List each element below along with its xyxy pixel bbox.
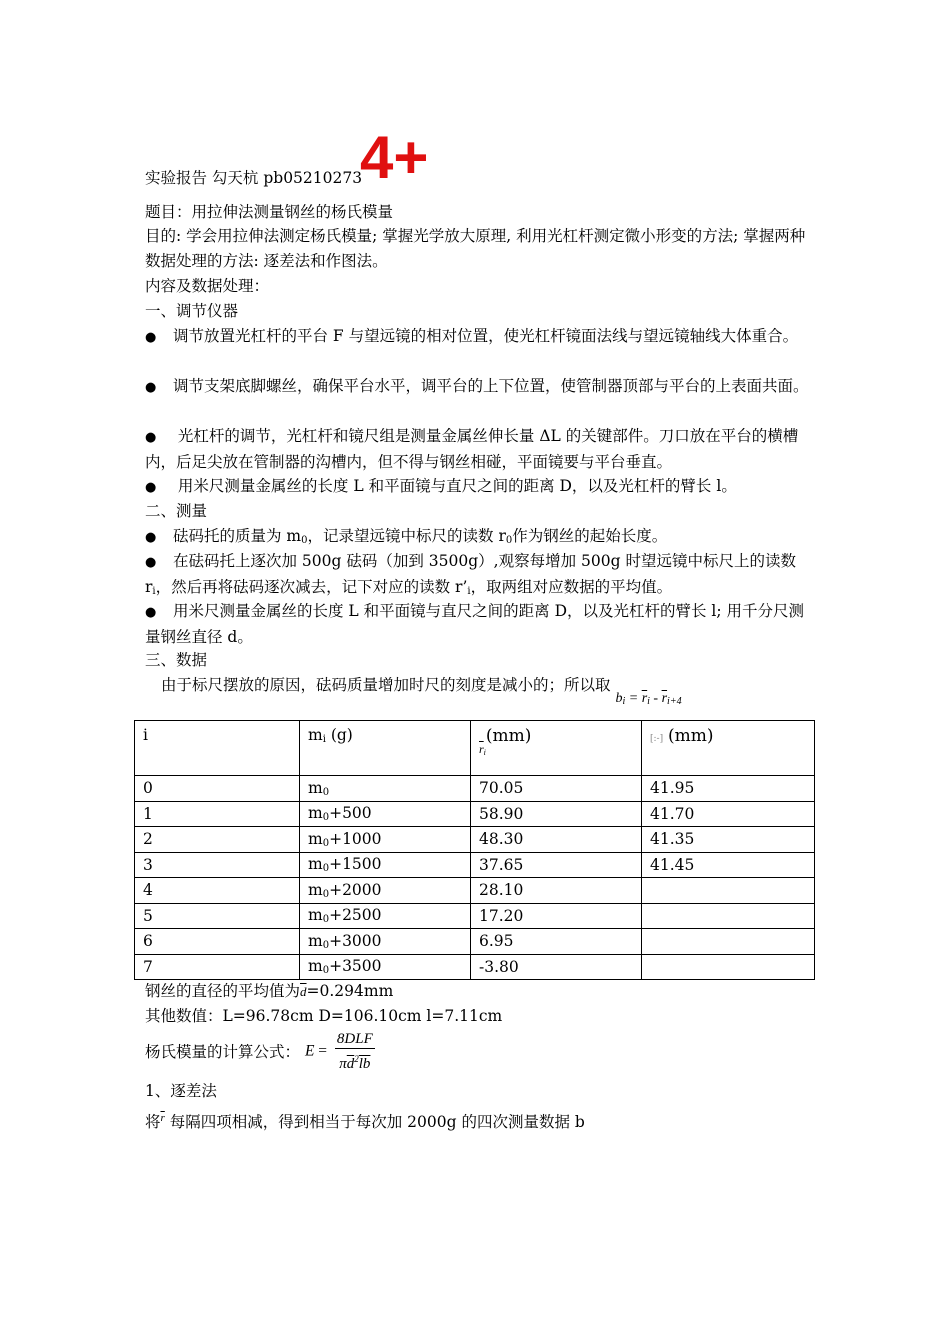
cell-index: 7 — [135, 954, 300, 980]
cell-mass: $m_0+3000$ — [300, 929, 471, 955]
section-2-item-2: ● 在砝码托上逐次加 500g 砝码（加到 3500g）,观察每增加 500g 时望远镜中标尺上的读数 $r_i$，然后再将砝码逐次减去，记下对应的读数 $r’_i$，取两组对应数据的平均值。 — [145, 552, 796, 597]
cell-difference — [642, 929, 815, 955]
cell-reading: 37.65 — [471, 852, 642, 878]
cell-reading: 70.05 — [471, 776, 642, 802]
header-reading: $_{\overline{r}i}$(mm) — [471, 721, 642, 776]
cell-difference: 41.70 — [642, 801, 815, 827]
table-row — [135, 903, 815, 929]
cell-index: 0 — [135, 776, 300, 802]
method-1-text: 将$^{\overline{r}}$ 每隔四项相减，得到相当于每次加 2000g 的四次测量数据 b — [145, 1112, 585, 1131]
table-row — [135, 827, 815, 853]
grade-mark: 4+ — [360, 124, 429, 191]
table-row — [135, 954, 815, 980]
section-1-item-2: ● 调节支架底脚螺丝，确保平台水平，调平台的上下位置，使管制器顶部与平台的上表面共面。 — [145, 374, 813, 400]
report-title: 实验报告 勾天杭 pb05210273 — [145, 169, 363, 187]
cell-reading: 6.95 — [471, 929, 642, 955]
cell-mass: $m_0$ — [300, 776, 471, 802]
cell-difference: 41.35 — [642, 827, 815, 853]
cell-index: 4 — [135, 878, 300, 904]
header-mass: $m_i$ (g) — [300, 721, 471, 776]
content-heading: 内容及数据处理： — [145, 277, 270, 295]
table-row — [135, 776, 815, 802]
cell-index: 1 — [135, 801, 300, 827]
cell-index: 3 — [135, 852, 300, 878]
formula-placeholder-icon: [:-] — [650, 734, 664, 744]
cell-mass: $m_0+3500$ — [300, 954, 471, 980]
cell-index: 5 — [135, 903, 300, 929]
header-i: i — [135, 721, 300, 776]
data-table — [134, 720, 815, 980]
cell-reading: -3.80 — [471, 954, 642, 980]
cell-index: 2 — [135, 827, 300, 853]
table-row — [135, 929, 815, 955]
section-1-heading: 一、调节仪器 — [145, 302, 239, 320]
section-1-item-1: ● 调节放置光杠杆的平台 F 与望远镜的相对位置，使光杠杆镜面法线与望远镜轴线大体重合。 — [145, 324, 813, 350]
bullet-icon: ● — [145, 555, 157, 570]
modulus-formula: E = $\frac{\text{8DLF}}{\pi\overline{d}^2\overline{lb}}$ — [304, 1031, 373, 1072]
diameter-line: 钢丝的直径的平均值为$\overline{d}=0.294mm$ — [145, 982, 394, 1000]
topic: 题目：用拉伸法测量钢丝的杨氏模量 — [145, 203, 394, 221]
cell-mass: $m_0+500$ — [300, 801, 471, 827]
cell-reading: 58.90 — [471, 801, 642, 827]
report-header — [145, 166, 362, 191]
method-1-heading: 1、逐差法 — [145, 1082, 217, 1100]
bullet-icon: ● — [145, 605, 157, 620]
table-header-row — [135, 721, 815, 776]
cell-reading: 28.10 — [471, 878, 642, 904]
bullet-icon: ● — [145, 430, 157, 445]
other-values: 其他数值：L=96.78cm D=106.10cm l=7.11cm — [145, 1007, 503, 1025]
bullet-icon: ● — [145, 380, 157, 395]
cell-difference — [642, 903, 815, 929]
section-1-item-3: ● 光杠杆的调节，光杠杆和镜尺组是测量金属丝伸长量 ΔL 的关键部件。刀口放在平台的横槽内，后足尖放在管制器的沟槽内，但不得与钢丝相碰，平面镜要与平台垂直。 — [145, 427, 799, 471]
cell-reading: 48.30 — [471, 827, 642, 853]
cell-mass: $m_0+2000$ — [300, 878, 471, 904]
cell-difference: 41.45 — [642, 852, 815, 878]
table-row — [135, 801, 815, 827]
section-1-item-4: ● 用米尺测量金属丝的长度 L 和平面镜与直尺之间的距离 D，以及光杠杆的臂长 l。 — [145, 474, 813, 500]
cell-mass: $m_0+1000$ — [300, 827, 471, 853]
bullet-icon: ● — [145, 330, 157, 345]
cell-difference — [642, 878, 815, 904]
cell-index: 6 — [135, 929, 300, 955]
cell-mass: $m_0+1500$ — [300, 852, 471, 878]
section-3-heading: 三、数据 — [145, 651, 208, 669]
purpose: 目的: 学会用拉伸法测定杨氏模量; 掌握光学放大原理, 利用光杠杆测定微小形变的方法; 掌握两种数据处理的方法: 逐差法和作图法。 — [145, 227, 806, 270]
section-2-heading: 二、测量 — [145, 502, 208, 520]
cell-reading: 17.20 — [471, 903, 642, 929]
difference-formula: $b_i = \overline{r}_i - \overline{r}_{i+4}$ — [615, 691, 682, 707]
cell-mass: $m_0+2500$ — [300, 903, 471, 929]
cell-difference: 41.95 — [642, 776, 815, 802]
header-difference: [:-] (mm) — [642, 721, 815, 776]
bullet-icon: ● — [145, 530, 157, 545]
section-2-item-1: ● 砝码托的质量为 $m_0$，记录望远镜中标尺的读数 $r_0$作为钢丝的起始长度。 — [145, 524, 813, 553]
section-3-intro: 由于标尺摆放的原因，砝码质量增加时尺的刻度是减小的；所以取 $b_i = \overline{r}_i - \overline{r}_{i+4}$ — [161, 676, 682, 707]
table-row — [135, 852, 815, 878]
table-row — [135, 878, 815, 904]
modulus-formula-line: 杨氏模量的计算公式： E = $\frac{\text{8DLF}}{\pi\overline{d}^2\overline{lb}}$ — [145, 1031, 373, 1072]
section-2-item-3: ● 用米尺测量金属丝的长度 L 和平面镜与直尺之间的距离 D，以及光杠杆的臂长 l; 用千分尺测量钢丝直径 d。 — [145, 602, 805, 646]
cell-difference — [642, 954, 815, 980]
bullet-icon: ● — [145, 480, 157, 495]
